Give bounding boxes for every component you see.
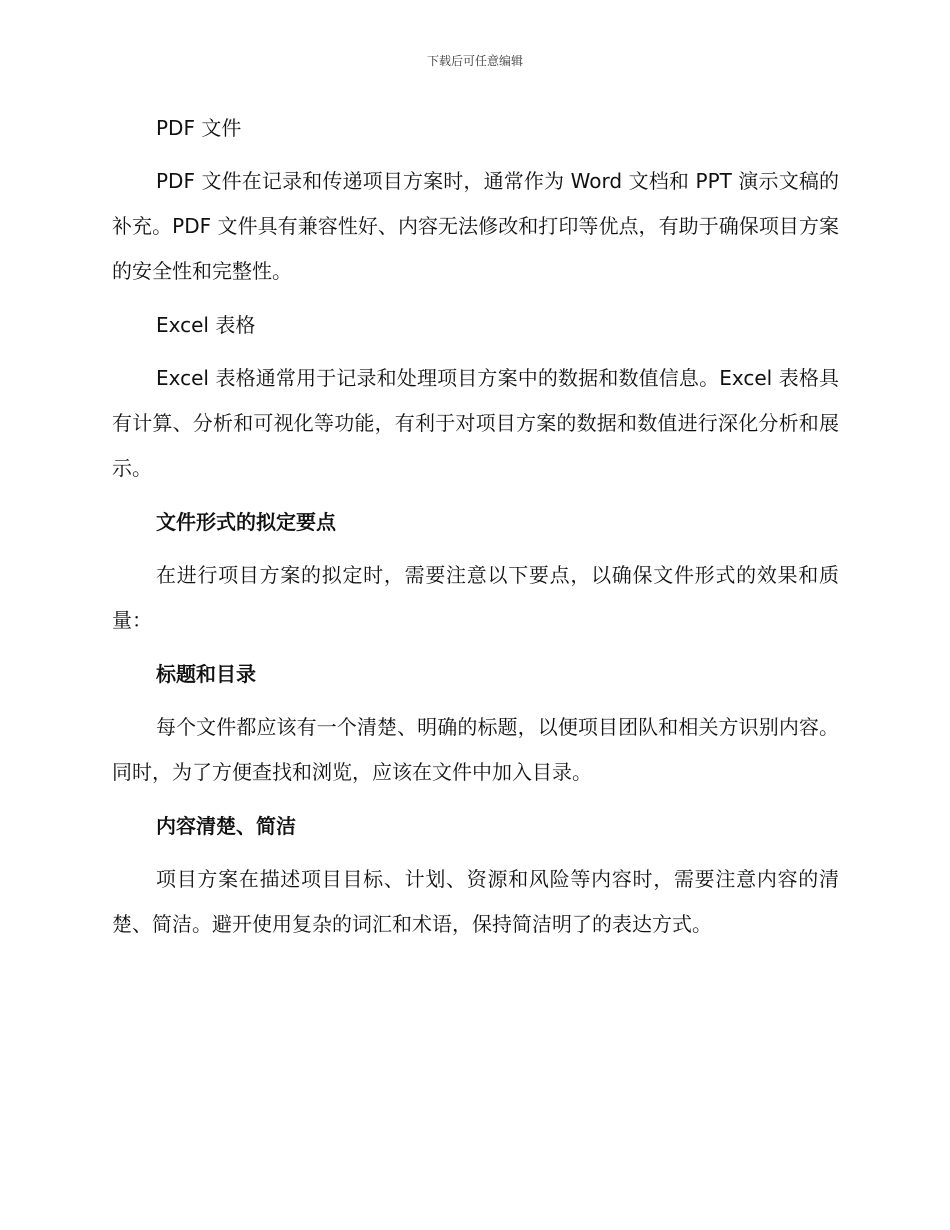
section-paragraph-excel: Excel 表格通常用于记录和处理项目方案中的数据和数值信息。Excel 表格具有计算、分析和可视化等功能，有利于对项目方案的数据和数值进行深化分析和展示。 xyxy=(112,366,839,480)
section-heading-pdf: PDF 文件 xyxy=(156,116,242,140)
document-body xyxy=(112,108,839,947)
section-heading-format-points: 文件形式的拟定要点 xyxy=(156,510,336,534)
section-heading-title-toc: 标题和目录 xyxy=(156,662,256,686)
section-paragraph-clear-concise: 项目方案在描述项目目标、计划、资源和风险等内容时，需要注意内容的清楚、简洁。避开使用复杂的词汇和术语，保持简洁明了的表达方式。 xyxy=(112,867,839,936)
section-paragraph-pdf: PDF 文件在记录和传递项目方案时，通常作为 Word 文档和 PPT 演示文稿的补充。PDF 文件具有兼容性好、内容无法修改和打印等优点，有助于确保项目方案的安全性和完整性。 xyxy=(112,169,839,283)
section-paragraph-title-toc: 每个文件都应该有一个清楚、明确的标题，以便项目团队和相关方识别内容。同时，为了方便查找和浏览，应该在文件中加入目录。 xyxy=(112,715,839,784)
section-heading-excel: Excel 表格 xyxy=(156,313,256,337)
page-header: 下载后可任意编辑 xyxy=(426,54,523,68)
section-paragraph-format-points: 在进行项目方案的拟定时，需要注意以下要点，以确保文件形式的效果和质量： xyxy=(112,563,839,632)
section-heading-clear-concise: 内容清楚、简洁 xyxy=(156,814,296,838)
